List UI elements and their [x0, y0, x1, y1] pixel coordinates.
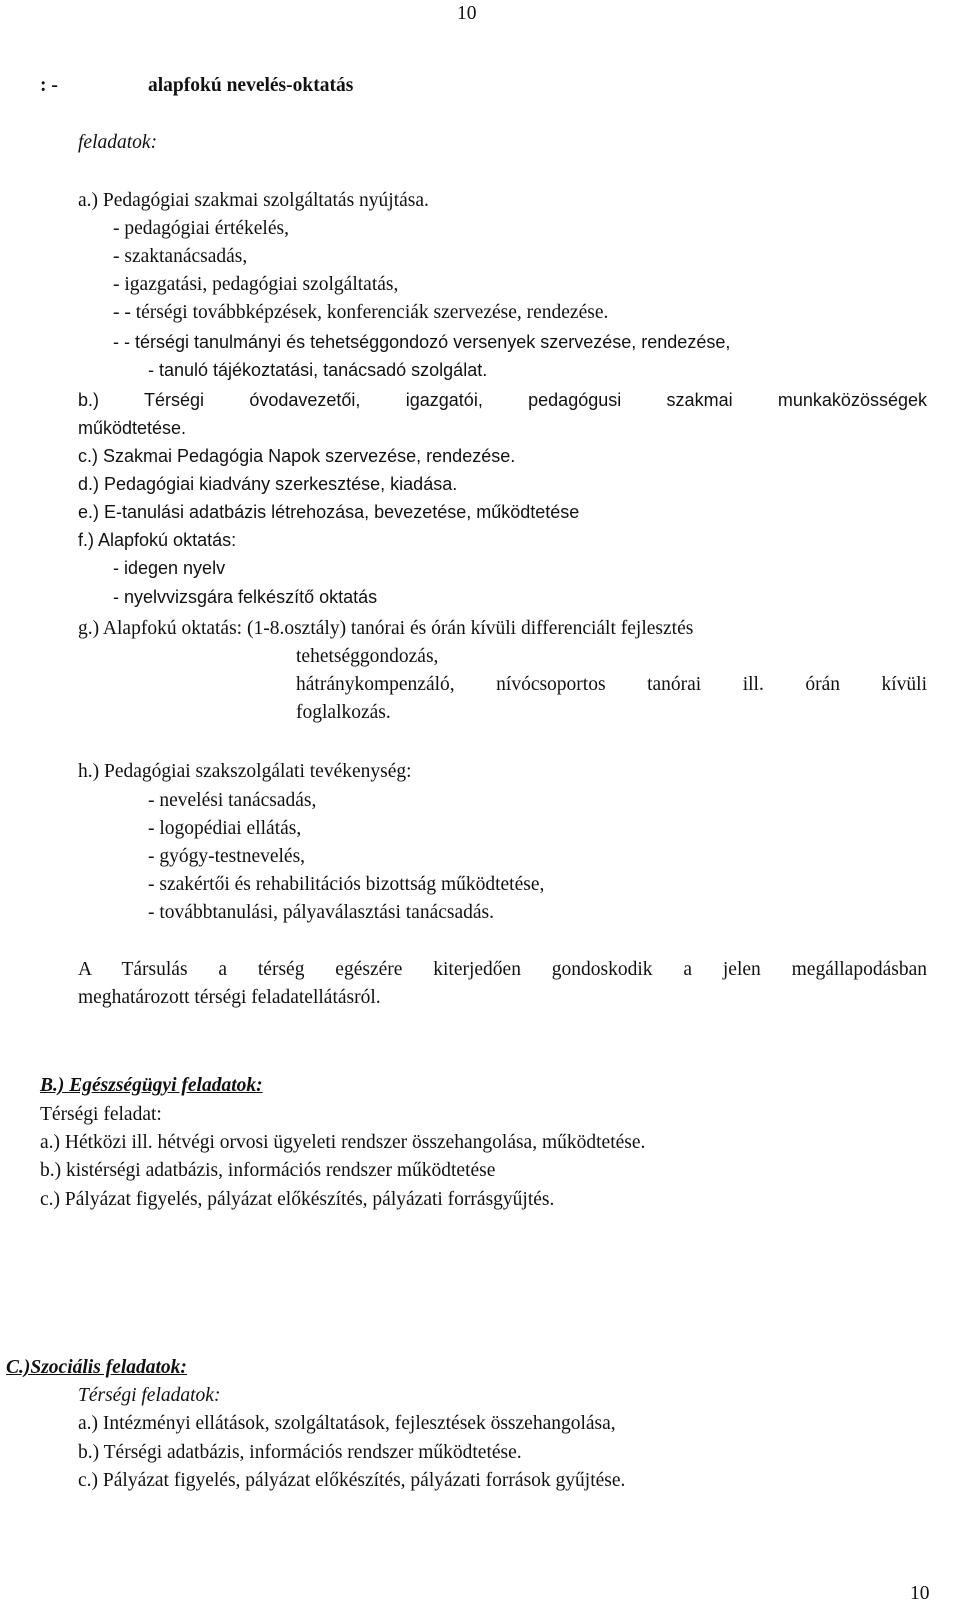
item-f-sub-1: - idegen nyelv — [113, 558, 226, 578]
item-b-continued: működtetése. — [78, 418, 187, 438]
item-h-sub-3: - gyógy-testnevelés, — [148, 846, 306, 867]
item-a-sub-5: - - térségi tanulmányi és tehetséggondozó versenyek szervezése, rendezése, — [113, 332, 731, 352]
item-a-sub-1: - pedagógiai értékelés, — [113, 218, 289, 239]
closing-paragraph-line-2: meghatározott térségi feladatellátásról. — [78, 987, 381, 1008]
section-c-item-b: b.) Térségi adatbázis, információs rendszer működtetése. — [78, 1442, 522, 1463]
item-e: e.) E-tanulási adatbázis létrehozása, bevezetése, működtetése — [78, 502, 580, 522]
section-c-item-c: c.) Pályázat figyelés, pályázat előkészítés, pályázati források gyűjtése. — [78, 1470, 626, 1491]
section-c-subtitle: Térségi feladatok: — [78, 1385, 221, 1406]
item-a-sub-2: - szaktanácsadás, — [113, 246, 248, 267]
section-b-subtitle: Térségi feladat: — [40, 1104, 162, 1125]
page-number-bottom: 10 — [910, 1583, 930, 1604]
item-g-sub-3: foglalkozás. — [296, 702, 391, 723]
item-f-sub-2: - nyelvvizsgára felkészítő oktatás — [113, 587, 378, 607]
section-a-title: alapfokú nevelés-oktatás — [148, 75, 354, 96]
section-prefix: : - — [40, 75, 58, 96]
section-c-item-a: a.) Intézményi ellátások, szolgáltatások, fejlesztések összehangolása, — [78, 1413, 616, 1434]
item-a-sub-3: - igazgatási, pedagógiai szolgáltatás, — [113, 274, 399, 295]
item-h-sub-1: - nevelési tanácsadás, — [148, 790, 317, 811]
item-g: g.) Alapfokú oktatás: (1-8.osztály) tanórai és órán kívüli differenciált fejlesztés — [78, 618, 694, 639]
page-number-top: 10 — [457, 3, 477, 24]
item-g-sub-2: hátránykompenzáló, nívócsoportos tanórai ill. órán kívüli — [296, 674, 927, 695]
item-a: a.) Pedagógiai szakmai szolgáltatás nyújtása. — [78, 190, 429, 211]
item-a-sub-4: - - térségi továbbképzések, konferenciák szervezése, rendezése. — [113, 302, 609, 323]
item-h-sub-5: - továbbtanulási, pályaválasztási tanácsadás. — [148, 902, 494, 923]
section-b-item-a: a.) Hétközi ill. hétvégi orvosi ügyeleti rendszer összehangolása, működtetése. — [40, 1132, 646, 1153]
section-c-title: C.)Szociális feladatok: — [6, 1357, 187, 1378]
section-b-title: B.) Egészségügyi feladatok: — [40, 1075, 263, 1096]
tasks-label: feladatok: — [78, 132, 158, 153]
item-h-sub-4: - szakértői és rehabilitációs bizottság működtetése, — [148, 874, 545, 895]
item-c: c.) Szakmai Pedagógia Napok szervezése, rendezése. — [78, 446, 516, 466]
item-h-sub-2: - logopédiai ellátás, — [148, 818, 302, 839]
item-f: f.) Alapfokú oktatás: — [78, 530, 237, 550]
item-b: b.) Térségi óvodavezetői, igazgatói, pedagógusi szakmai munkaközösségek — [78, 390, 927, 410]
item-a-sub-6: - tanuló tájékoztatási, tanácsadó szolgálat. — [148, 360, 488, 380]
item-d: d.) Pedagógiai kiadvány szerkesztése, kiadása. — [78, 474, 458, 494]
section-b-item-c: c.) Pályázat figyelés, pályázat előkészítés, pályázati forrásgyűjtés. — [40, 1189, 555, 1210]
closing-paragraph-line-1: A Társulás a térség egészére kiterjedően gondoskodik a jelen megállapodásban — [78, 959, 927, 980]
section-b-item-b: b.) kistérségi adatbázis, információs rendszer működtetése — [40, 1160, 496, 1181]
item-h: h.) Pedagógiai szakszolgálati tevékenység: — [78, 761, 412, 782]
item-g-sub-1: tehetséggondozás, — [296, 646, 439, 667]
